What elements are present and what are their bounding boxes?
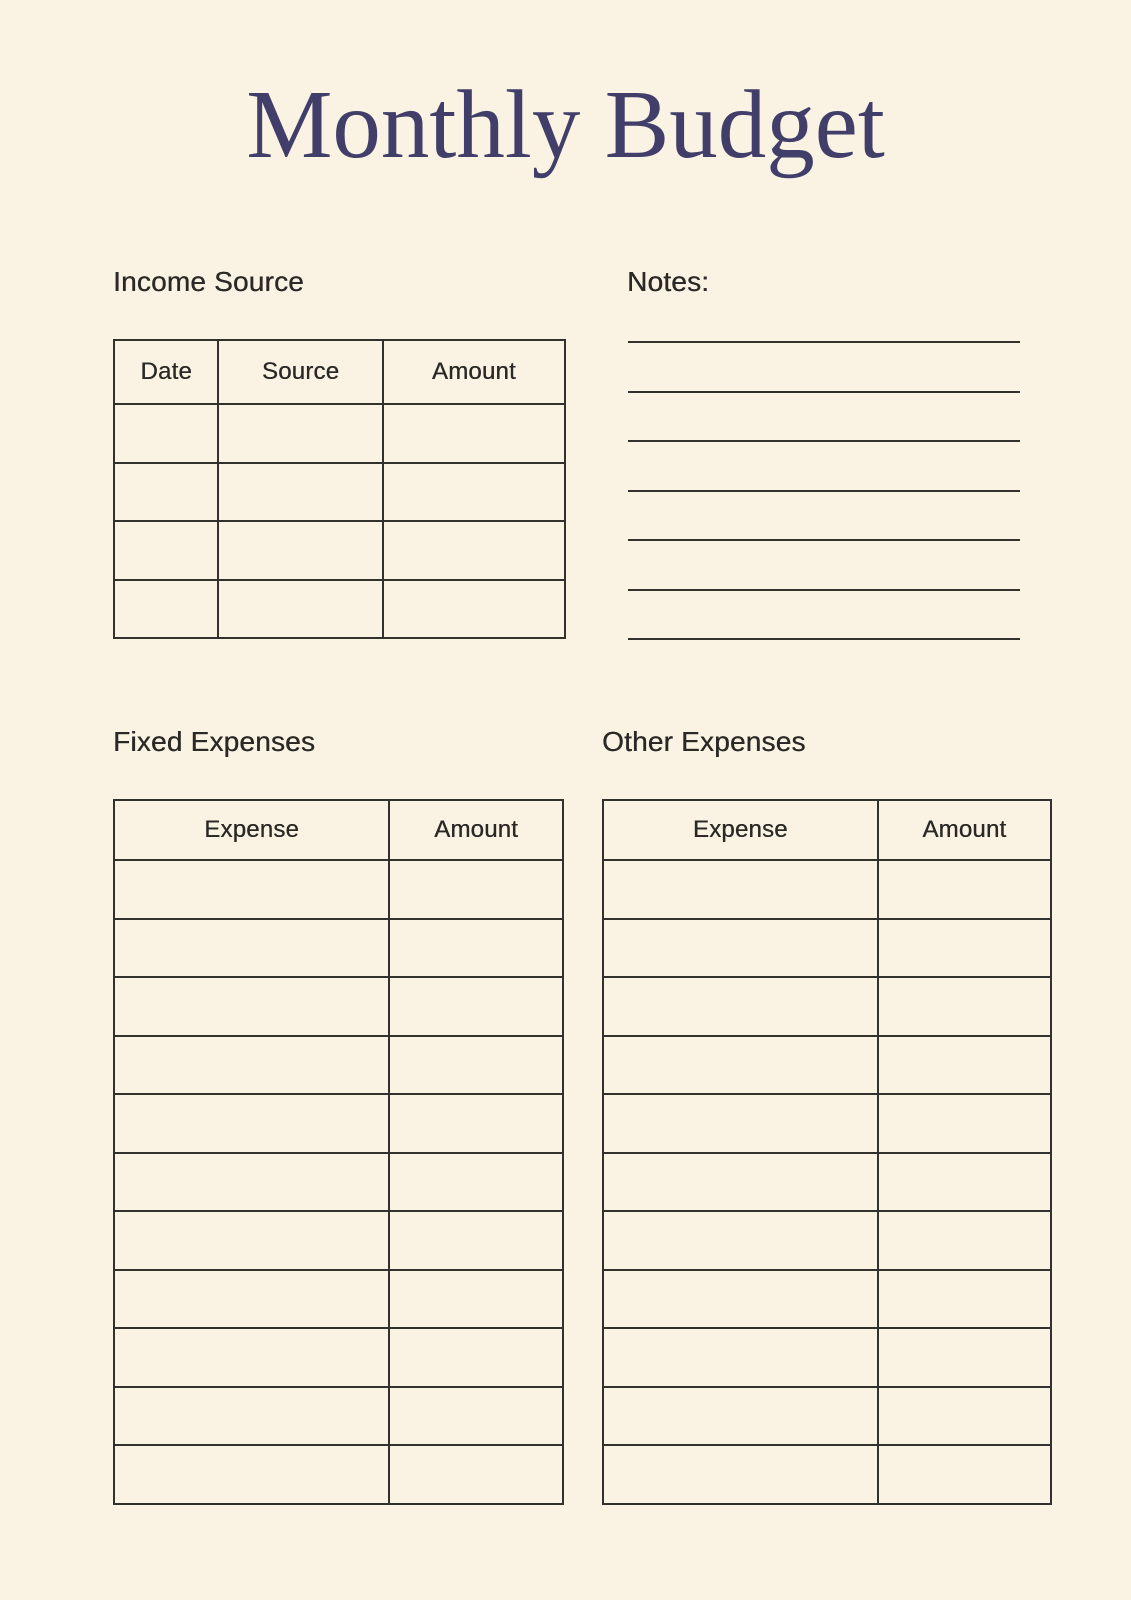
empty-cell[interactable] <box>218 521 382 580</box>
empty-cell[interactable] <box>878 1094 1051 1153</box>
empty-cell[interactable] <box>114 1094 389 1153</box>
table-row <box>603 1387 1051 1446</box>
notes-ruled-line <box>628 341 1020 343</box>
empty-cell[interactable] <box>114 463 218 522</box>
table-row <box>603 1445 1051 1504</box>
table-row <box>114 463 565 522</box>
empty-cell[interactable] <box>114 1387 389 1446</box>
empty-cell[interactable] <box>218 463 382 522</box>
table-header-row <box>114 800 563 860</box>
table-row <box>603 1094 1051 1153</box>
other-expenses-table-grid <box>602 799 1052 1505</box>
empty-cell[interactable] <box>878 1328 1051 1387</box>
table-row <box>114 1328 563 1387</box>
table-row <box>114 1211 563 1270</box>
empty-cell[interactable] <box>389 1445 563 1504</box>
empty-cell[interactable] <box>603 1211 878 1270</box>
empty-cell[interactable] <box>389 1328 563 1387</box>
empty-cell[interactable] <box>218 404 382 463</box>
empty-cell[interactable] <box>603 1036 878 1095</box>
empty-cell[interactable] <box>878 977 1051 1036</box>
empty-cell[interactable] <box>114 1036 389 1095</box>
empty-cell[interactable] <box>878 919 1051 978</box>
notes-ruled-line <box>628 638 1020 640</box>
empty-cell[interactable] <box>114 1211 389 1270</box>
empty-cell[interactable] <box>114 860 389 919</box>
income-source-heading: Income Source <box>113 266 304 297</box>
column-header-amount: Amount <box>383 340 565 404</box>
page-title: Monthly Budget <box>246 71 885 178</box>
empty-cell[interactable] <box>603 1445 878 1504</box>
table-row <box>603 1036 1051 1095</box>
empty-cell[interactable] <box>878 1036 1051 1095</box>
table-row <box>114 1387 563 1446</box>
empty-cell[interactable] <box>383 404 565 463</box>
table-header-row <box>603 800 1051 860</box>
empty-cell[interactable] <box>114 1270 389 1329</box>
empty-cell[interactable] <box>389 1270 563 1329</box>
empty-cell[interactable] <box>389 1153 563 1212</box>
other-expenses-heading: Other Expenses <box>602 726 806 757</box>
table-row <box>114 404 565 463</box>
empty-cell[interactable] <box>114 977 389 1036</box>
empty-cell[interactable] <box>603 977 878 1036</box>
table-row <box>114 1445 563 1504</box>
table-row <box>114 1094 563 1153</box>
column-header-date: Date <box>114 340 218 404</box>
empty-cell[interactable] <box>218 580 382 639</box>
empty-cell[interactable] <box>603 1094 878 1153</box>
table-row <box>603 1328 1051 1387</box>
empty-cell[interactable] <box>383 580 565 639</box>
notes-ruled-line <box>628 589 1020 591</box>
table-header-row <box>114 340 565 404</box>
empty-cell[interactable] <box>114 580 218 639</box>
notes-ruled-line <box>628 490 1020 492</box>
table-row <box>114 977 563 1036</box>
table-row <box>114 919 563 978</box>
table-row <box>603 1211 1051 1270</box>
column-header-amount: Amount <box>389 800 563 860</box>
empty-cell[interactable] <box>878 1211 1051 1270</box>
income-table-grid <box>113 339 566 639</box>
column-header-source: Source <box>218 340 382 404</box>
empty-cell[interactable] <box>389 1094 563 1153</box>
empty-cell[interactable] <box>389 860 563 919</box>
table-row <box>114 1153 563 1212</box>
fixed-expenses-heading: Fixed Expenses <box>113 726 316 757</box>
empty-cell[interactable] <box>603 860 878 919</box>
empty-cell[interactable] <box>878 860 1051 919</box>
empty-cell[interactable] <box>114 919 389 978</box>
column-header-amount: Amount <box>878 800 1051 860</box>
other-expenses-table <box>602 799 1052 1505</box>
table-row <box>603 1153 1051 1212</box>
column-header-expense: Expense <box>603 800 878 860</box>
empty-cell[interactable] <box>603 1328 878 1387</box>
empty-cell[interactable] <box>389 1211 563 1270</box>
empty-cell[interactable] <box>389 919 563 978</box>
notes-heading: Notes: <box>627 266 710 297</box>
empty-cell[interactable] <box>389 977 563 1036</box>
notes-writing-area[interactable] <box>628 341 1020 640</box>
empty-cell[interactable] <box>389 1387 563 1446</box>
table-row <box>603 977 1051 1036</box>
table-row <box>603 860 1051 919</box>
column-header-expense: Expense <box>114 800 389 860</box>
table-row <box>603 1270 1051 1329</box>
table-row <box>114 1270 563 1329</box>
empty-cell[interactable] <box>389 1036 563 1095</box>
empty-cell[interactable] <box>114 1328 389 1387</box>
empty-cell[interactable] <box>114 521 218 580</box>
empty-cell[interactable] <box>878 1445 1051 1504</box>
income-table <box>113 339 566 639</box>
empty-cell[interactable] <box>878 1270 1051 1329</box>
fixed-expenses-table-grid <box>113 799 564 1505</box>
empty-cell[interactable] <box>603 1387 878 1446</box>
fixed-expenses-table <box>113 799 564 1505</box>
empty-cell[interactable] <box>603 1270 878 1329</box>
table-row <box>603 919 1051 978</box>
empty-cell[interactable] <box>603 919 878 978</box>
table-row <box>114 860 563 919</box>
table-row <box>114 580 565 639</box>
notes-ruled-line <box>628 539 1020 541</box>
empty-cell[interactable] <box>878 1153 1051 1212</box>
empty-cell[interactable] <box>114 1153 389 1212</box>
empty-cell[interactable] <box>114 404 218 463</box>
empty-cell[interactable] <box>383 521 565 580</box>
empty-cell[interactable] <box>383 463 565 522</box>
table-row <box>114 521 565 580</box>
table-row <box>114 1036 563 1095</box>
notes-ruled-line <box>628 440 1020 442</box>
empty-cell[interactable] <box>114 1445 389 1504</box>
empty-cell[interactable] <box>878 1387 1051 1446</box>
empty-cell[interactable] <box>603 1153 878 1212</box>
notes-ruled-line <box>628 391 1020 393</box>
